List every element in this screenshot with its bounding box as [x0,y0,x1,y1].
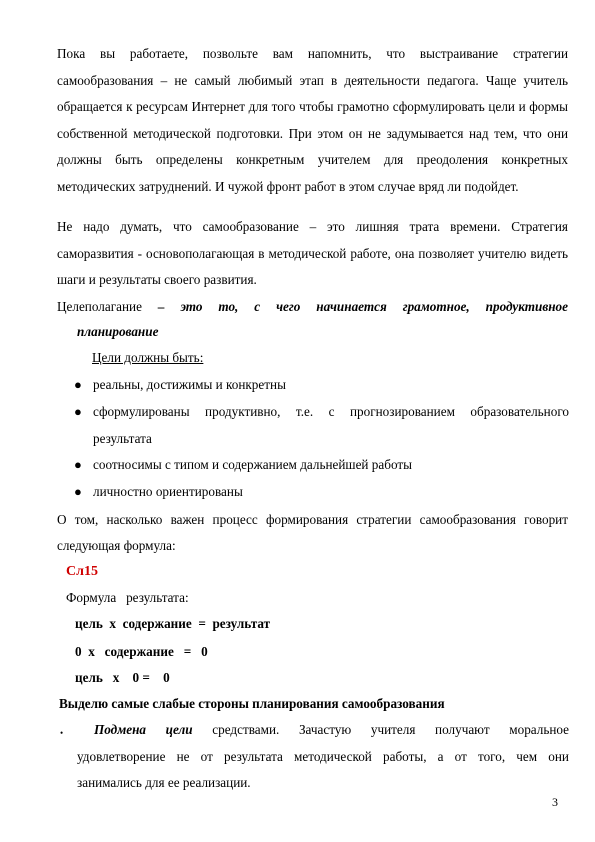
weakness-item-1-line-3: занимались для ее реализации. [77,775,251,790]
weakness-item-1: Подмена цели средствами. Зачастую учителя получают моральное [94,722,570,737]
paragraph-self-development: Не надо думать, что самообразование – это лишняя трата времени. Стратегия саморазвития - основополагающая в методической работе, она позволяет учителю видеть шаги и результаты своего развития. [57,219,568,287]
goal-item-2: сформулированы продуктивно, т.е. с прогнозированием образовательного [93,404,569,419]
goal-item-4: личностно ориентированы [93,484,243,499]
goal-setting-line: Целеполагание – это то, с чего начинается грамотное, продуктивное [57,299,568,314]
goal-setting-definition-end: планирование [77,324,159,339]
weaknesses-heading: Выделю самые слабые стороны планирования самообразования [59,696,445,711]
goal-setting-term: Целеполагание [57,299,142,314]
weakness-item-1-term: Подмена цели [94,722,193,737]
formula-line-1: цель х содержание = результат [75,616,271,631]
formula-intro-line-1: О том, насколько важен процесс формирования стратегии самообразования говорит [57,512,568,527]
formula-line-3: цель х 0 = 0 [75,670,170,685]
bullet-icon: ● [74,484,82,499]
bullet-icon: ● [74,377,82,392]
weakness-item-1-line-2: удовлетворение не от результата методической работы, а от того, чем они [77,749,569,764]
goal-item-2-cont: результата [93,431,152,446]
goal-item-1: реальны, достижимы и конкретны [93,377,286,392]
goals-heading: Цели должны быть: [92,350,204,365]
formula-intro-line-2: следующая формула: [57,538,176,553]
goal-item-3: соотносимы с типом и содержанием дальнейшей работы [93,457,412,472]
formula-title: Формула результата: [66,590,189,605]
goal-setting-definition: это то, с чего начинается грамотное, продуктивное [180,299,568,314]
slide-label: Сл15 [66,564,98,579]
paragraph-intro: Пока вы работаете, позвольте вам напомнить, что выстраивание стратегии самообразования – не самый любимый этап в деятельности педагога. Чаще учитель обращается к ресурсам Интернет для того чтобы грамотно сформулировать цели и формы собственной методической подготовки. При этом он не задумывается над тем, что они должны быть определены конкретным учителем для преодоления конкретных методических затруднений. И чужой фронт работ в этом случае вряд ли подойдет. [57,46,568,194]
formula-line-2: 0 х содержание = 0 [75,644,208,659]
bullet-icon: ● [74,404,82,419]
page-number: 3 [552,795,558,809]
bullet-icon: • [60,728,64,738]
bullet-icon: ● [74,457,82,472]
